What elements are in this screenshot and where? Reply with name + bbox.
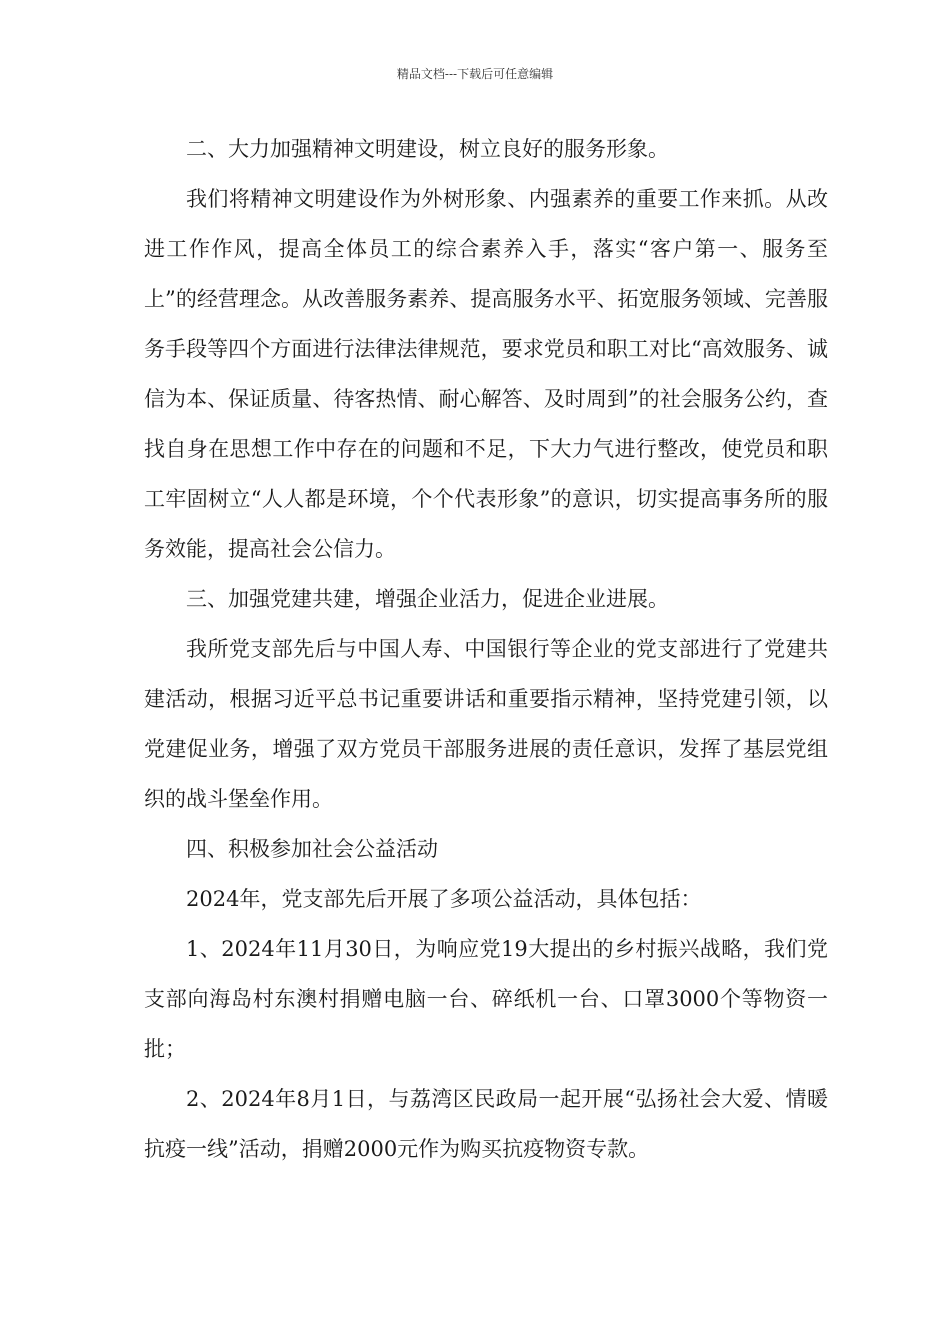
section-heading-3: 三、加强党建共建，增强企业活力，促进企业进展。	[186, 587, 669, 611]
section-heading-4: 四、积极参加社会公益活动	[186, 837, 438, 861]
section-heading-2: 二、大力加强精神文明建设，树立良好的服务形象。	[186, 137, 669, 161]
document-body	[144, 124, 828, 1174]
list-item-1: 1、2024年11月30日，为响应党19大提出的乡村振兴战略，我们党支部向海岛村东澳村捐赠电脑一台、碎纸机一台、口罩3000个等物资一批；	[144, 937, 828, 1061]
list-item-2: 2、2024年8月1日，与荔湾区民政局一起开展“弘扬社会大爱、情暖抗疫一线”活动，捐赠2000元作为购买抗疫物资专款。	[144, 1087, 828, 1161]
paragraph-public-welfare-intro: 2024年，党支部先后开展了多项公益活动，具体包括：	[186, 887, 702, 911]
paragraph-spiritual-civilization: 我们将精神文明建设作为外树形象、内强素养的重要工作来抓。从改进工作作风，提高全体员工的综合素养入手，落实“客户第一、服务至上”的经营理念。从改善服务素养、提高服务水平、拓宽服务领域、完善服务手段等四个方面进行法律法律规范，要求党员和职工对比“高效服务、诚信为本、保证质量、待客热情、耐心解答、及时周到”的社会服务公约，查找自身在思想工作中存在的问题和不足，下大力气进行整改，使党员和职工牢固树立“人人都是环境，个个代表形象”的意识，切实提高事务所的服务效能，提高社会公信力。	[144, 187, 828, 561]
paragraph-party-building: 我所党支部先后与中国人寿、中国银行等企业的党支部进行了党建共建活动，根据习近平总书记重要讲话和重要指示精神，坚持党建引领，以党建促业务，增强了双方党员干部服务进展的责任意识，发挥了基层党组织的战斗堡垒作用。	[144, 637, 828, 811]
page-header: 精品文档---下载后可任意编辑	[396, 67, 554, 81]
